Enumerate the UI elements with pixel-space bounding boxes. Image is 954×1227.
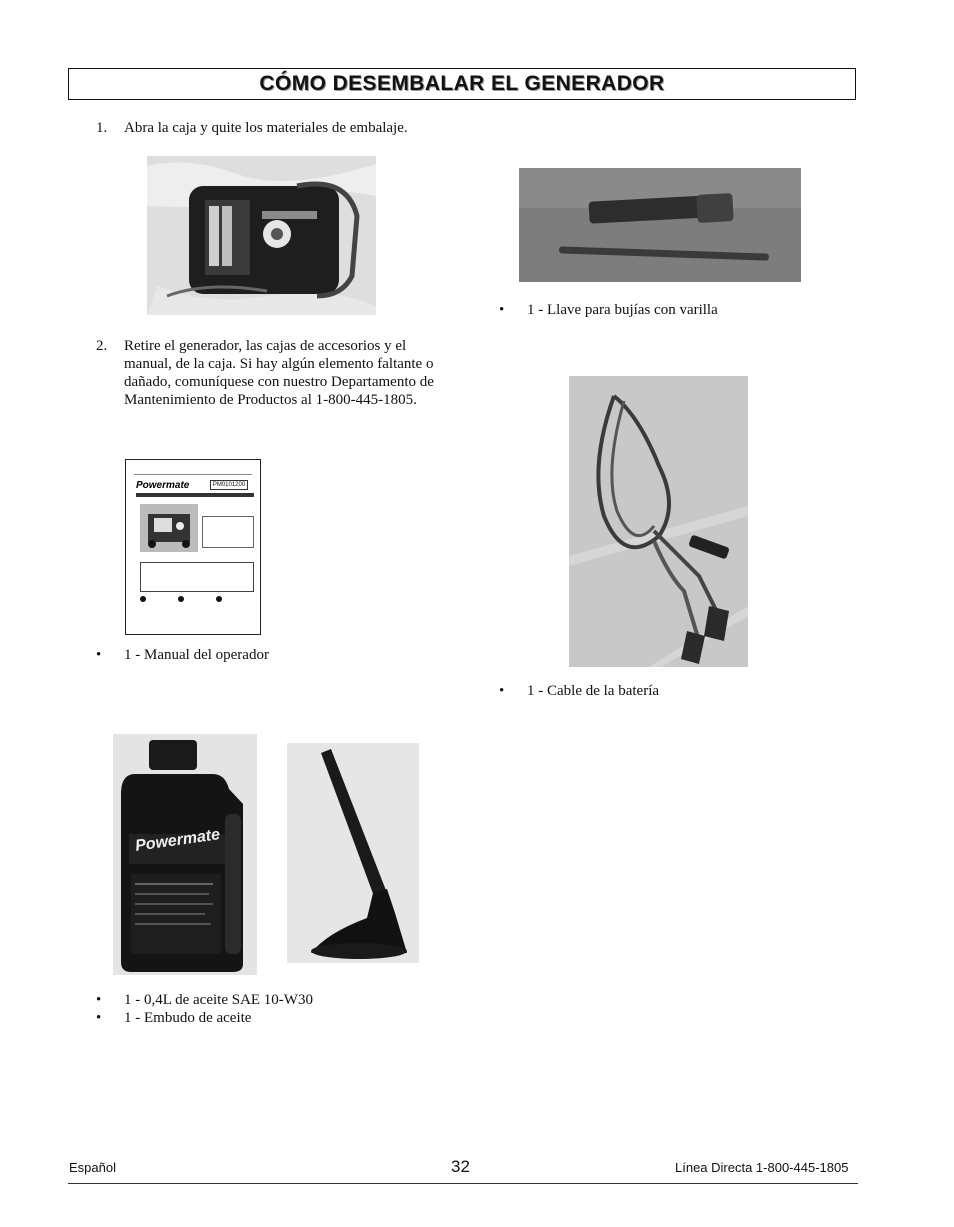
- funnel-bullet: •: [96, 1010, 102, 1026]
- cable-item-text: 1 - Cable de la batería: [527, 683, 660, 699]
- cable-bullet: •: [499, 683, 505, 699]
- manual-cover-brand: Powermate: [136, 480, 190, 491]
- step-2-number: 2.: [96, 338, 108, 354]
- manual-item-text: 1 - Manual del operador: [124, 647, 269, 663]
- footer-hotline: Línea Directa 1-800-445-1805: [675, 1160, 849, 1175]
- manual-cover-generator-image: [140, 504, 198, 552]
- footer-rule: [68, 1183, 858, 1184]
- operator-manual-cover: [125, 459, 261, 635]
- manual-cover-warning-box: [140, 562, 254, 592]
- generator-in-box-photo: [147, 156, 376, 315]
- funnel-item-text: 1 - Embudo de aceite: [124, 1010, 252, 1026]
- manual-cover-band: [136, 493, 254, 497]
- oil-item-text: 1 - 0,4L de aceite SAE 10-W30: [124, 992, 313, 1008]
- step-1-number: 1.: [96, 120, 108, 136]
- manual-cover-stop-icon-2: [178, 596, 184, 602]
- oil-bottle-photo: [113, 734, 257, 975]
- footer-language: Español: [69, 1160, 116, 1175]
- battery-cable-photo: [569, 376, 748, 667]
- step-1-text: Abra la caja y quite los materiales de embalaje.: [124, 120, 408, 136]
- page-number: 32: [451, 1157, 470, 1176]
- page-title: CÓMO DESEMBALAR EL GENERADOR: [259, 72, 665, 95]
- oil-funnel-photo: [287, 743, 419, 963]
- manual-cover-stop-icon-1: [140, 596, 146, 602]
- section-title-box: [68, 68, 856, 100]
- manual-cover-header-rule: [134, 466, 252, 475]
- manual-cover-model: PM0101200: [210, 480, 248, 490]
- oil-bullet: •: [96, 992, 102, 1008]
- spark-plug-wrench-photo: [519, 168, 801, 282]
- step-2-line-2: manual, de la caja. Si hay algún elemento faltante o: [124, 356, 434, 372]
- step-2-line-1: Retire el generador, las cajas de accesorios y el: [124, 338, 407, 354]
- step-2-line-3: dañado, comuníquese con nuestro Departamento de: [124, 374, 434, 390]
- oil-bottle-brand: Powermate: [134, 826, 222, 855]
- manual-bullet: •: [96, 647, 102, 663]
- wrench-bullet: •: [499, 302, 505, 318]
- manual-cover-spec-table: [202, 516, 254, 548]
- step-2-line-4: Mantenimiento de Productos al 1-800-445-1805.: [124, 392, 417, 408]
- manual-cover-stop-icon-3: [216, 596, 222, 602]
- wrench-item-text: 1 - Llave para bujías con varilla: [527, 302, 718, 318]
